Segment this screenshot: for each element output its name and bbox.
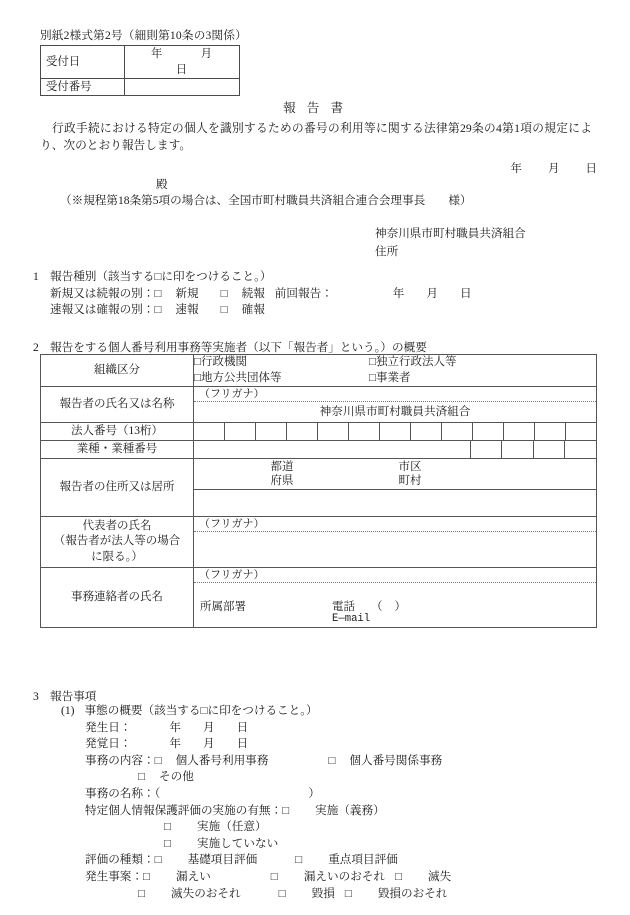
checkbox-icon: □ (369, 371, 376, 384)
corporate-number-cell[interactable] (566, 423, 596, 440)
addressee-dono: 殿 (156, 178, 168, 191)
table-row (41, 79, 240, 96)
occurrence-month: 月 (203, 720, 215, 734)
corporate-number-cell[interactable] (504, 423, 535, 440)
industry-number-cell[interactable] (565, 441, 596, 458)
task-content-option-2: 個人番号関係事務 (349, 753, 443, 767)
reporter-address-cell (194, 459, 597, 517)
industry-label: 業種・業種番号 (41, 441, 194, 459)
industry-number-cell[interactable] (502, 441, 534, 458)
form-number: 別紙2様式第2号（細則第10条の3関係） (40, 29, 247, 42)
item1-marker: (1) (61, 704, 75, 717)
reporter-overview-table (40, 354, 597, 628)
reporter-name-label: 報告者の氏名又は名称 (41, 387, 194, 423)
discovery-month: 月 (203, 737, 215, 751)
checkbox-icon[interactable]: □ (282, 803, 290, 817)
report-type-new-option: 新規 (175, 286, 199, 300)
report-type-followup-option: 続報 (241, 286, 265, 300)
year-label: 年 (510, 163, 522, 175)
corporate-number-cell[interactable] (256, 423, 287, 440)
previous-report-month: 月 (426, 286, 438, 300)
checkbox-icon[interactable]: □ (220, 303, 228, 317)
incident-option-5: 毀損 (311, 886, 335, 900)
table-row (41, 459, 597, 517)
industry-number-cell[interactable] (534, 441, 566, 458)
task-name-close: ） (308, 786, 320, 800)
intro-paragraph: 行政手続における特定の個人を識別するための番号の利用等に関する法律第29条の4第1項の規定により、次のとおり報告します。 (40, 122, 592, 152)
checkbox-icon[interactable]: □ (142, 869, 150, 883)
representative-cell (194, 517, 597, 568)
org-division-option-2[interactable] (369, 356, 456, 368)
corporate-number-cell[interactable] (473, 423, 504, 440)
checkbox-icon[interactable]: □ (154, 753, 162, 767)
city-label-line2: 町村 (398, 475, 422, 487)
assessment-presence-row-3 (164, 836, 603, 853)
section-1-title: 報告種別（該当する□に印をつけること。） (50, 270, 272, 283)
org-division-options (194, 355, 597, 387)
corporate-number-cell[interactable] (287, 423, 318, 440)
org-division-option-3[interactable] (194, 371, 369, 387)
corporate-number-cells (194, 423, 597, 441)
checkbox-icon[interactable]: □ (328, 753, 336, 767)
corporate-number-cell[interactable] (411, 423, 442, 440)
receipt-date-label: 受付日 (41, 46, 125, 79)
checkbox-icon[interactable]: □ (270, 869, 278, 883)
report-type-new-label: 新規又は続報の別： (50, 286, 155, 300)
org-division-option-1[interactable] (194, 355, 369, 371)
incident-option-3: 滅失 (428, 869, 452, 883)
previous-report-year: 年 (392, 286, 405, 300)
industry-grid (194, 441, 596, 458)
org-division-option-2-label: 独立行政法人等 (375, 356, 457, 368)
checkbox-icon[interactable]: □ (154, 853, 162, 867)
corporate-number-cell[interactable] (318, 423, 349, 440)
contact-cell (194, 568, 597, 628)
reporter-name-cell (194, 387, 597, 423)
org-division-option-4[interactable] (369, 372, 410, 384)
city-label-line1: 市区 (398, 461, 422, 473)
assessment-presence-row (85, 803, 603, 820)
month-label: 月 (548, 163, 560, 175)
assessment-type-row (85, 852, 603, 869)
org-division-option-4-label: 事業者 (375, 371, 411, 384)
incident-type-label: 発生事案： (85, 869, 143, 883)
contact-label: 事務連絡者の氏名 (41, 568, 194, 628)
reporter-name-value[interactable]: 神奈川県市町村職員共済組合 (319, 405, 471, 418)
contact-tel-text: 電話 (332, 601, 355, 613)
representative-label-line3: に限る。） (91, 550, 143, 563)
table-row (41, 441, 597, 459)
representative-furigana-label[interactable]: （フリガナ） (194, 517, 596, 532)
incident-option-4: 滅失のおそれ (171, 886, 241, 900)
assessment-type-option-1: 基礎項目評価 (187, 853, 258, 867)
task-content-other-row (138, 769, 603, 786)
section-2-title: 報告をする個人番号利用事務等実施者（以下「報告者」という。）の概要 (50, 341, 427, 354)
checkbox-icon[interactable]: □ (344, 886, 352, 900)
section-1-number: 1 (33, 270, 39, 283)
corporate-number-grid (194, 423, 596, 440)
task-name-label: 事務の名称：（ (85, 786, 161, 800)
section-1 (33, 269, 472, 319)
receipt-table (40, 45, 251, 96)
corporate-number-label: 法人番号（13桁） (41, 423, 194, 441)
section-3-number: 3 (33, 690, 39, 703)
task-content-option-3: その他 (159, 770, 194, 784)
section-2-number: 2 (33, 341, 39, 354)
checkbox-icon[interactable]: □ (138, 886, 146, 900)
section-2-heading (33, 339, 427, 355)
checkbox-icon[interactable]: □ (154, 303, 162, 317)
reporter-org-name: 神奈川県市町村職員共済組合 (375, 227, 526, 240)
industry-cells (194, 441, 597, 459)
incident-option-6: 毀損のおそれ (377, 886, 448, 900)
section-3-title: 報告事項 (50, 690, 97, 703)
org-division-label: 組織区分 (41, 355, 194, 387)
table-row (41, 517, 597, 568)
assessment-type-option-2: 重点項目評価 (328, 853, 398, 867)
org-division-line-1 (194, 355, 596, 371)
table-row (41, 423, 597, 441)
item1-heading (61, 703, 603, 720)
prefecture-label-line2: 府県 (270, 475, 294, 487)
assessment-presence-option-1: 実施（義務） (315, 803, 385, 817)
corporate-number-cell[interactable] (349, 423, 380, 440)
section-1-heading (33, 269, 472, 286)
checkbox-icon[interactable]: □ (138, 770, 146, 784)
assessment-presence-label: 特定個人情報保護評価の実施の有無： (85, 803, 283, 817)
discovery-year: 年 (169, 737, 181, 751)
contact-dept-label: 所属部署 (200, 601, 246, 613)
table-row (41, 46, 240, 79)
section-3-body (33, 703, 603, 902)
contact-details[interactable] (194, 583, 596, 627)
discovery-day: 日 (236, 737, 249, 751)
checkbox-icon: □ (194, 356, 201, 368)
corporate-number-cell[interactable] (225, 423, 256, 440)
representative-name-value[interactable] (194, 532, 596, 567)
task-name-row (85, 786, 603, 803)
item1-title: 事態の概要（該当する□に印をつけること。） (84, 704, 318, 717)
task-content-option-1: 個人番号利用事務 (175, 753, 269, 767)
paren-open: （ (371, 601, 395, 613)
discovery-date-row (85, 736, 603, 753)
report-final-option: 確報 (241, 303, 265, 317)
table-row (41, 355, 597, 387)
table-row (41, 387, 597, 423)
org-division-option-1-label: 行政機関 (200, 356, 247, 368)
occurrence-day: 日 (236, 720, 249, 734)
contact-tel-parens (371, 601, 418, 613)
table-row (41, 568, 597, 628)
report-type-new-row (50, 286, 472, 303)
corporate-number-cell[interactable] (194, 423, 225, 440)
submission-date-line (0, 160, 597, 176)
assessment-presence-option-3: 実施していない (197, 836, 279, 850)
reporter-address-label: 報告者の住所又は居所 (41, 459, 194, 517)
occurrence-date-label: 発生日： (85, 720, 132, 734)
prefecture-label-line1: 都道 (270, 461, 294, 473)
org-division-line-2 (194, 371, 596, 387)
reporter-org-block (375, 225, 526, 261)
checkbox-icon[interactable]: □ (394, 869, 402, 883)
incident-option-2: 漏えいのおそれ (303, 869, 385, 883)
assessment-presence-row-2 (164, 819, 603, 836)
checkbox-icon[interactable]: □ (220, 286, 228, 300)
occurrence-year: 年 (169, 720, 181, 734)
page-title: 報 告 書 (282, 101, 348, 115)
representative-label-line2: （報告者が法人等の場合 (53, 535, 181, 548)
incident-type-row-2 (138, 886, 603, 903)
checkbox-icon[interactable]: □ (154, 286, 162, 300)
previous-report-day: 日 (460, 286, 472, 300)
address-top-row[interactable] (194, 459, 596, 490)
industry-name-box[interactable] (194, 441, 471, 458)
industry-number-cell[interactable] (471, 441, 503, 458)
assessment-type-label: 評価の種類： (85, 853, 155, 867)
corporate-number-cell[interactable] (380, 423, 411, 440)
contact-tel-label (332, 598, 418, 614)
checkbox-icon[interactable]: □ (278, 886, 286, 900)
previous-report-label: 前回報告： (274, 286, 333, 300)
prefecture-label (262, 460, 302, 488)
org-division-option-3-label: 地方公共団体等 (200, 371, 282, 384)
checkbox-icon[interactable]: □ (164, 820, 172, 834)
checkbox-icon[interactable]: □ (164, 836, 172, 850)
representative-label (41, 517, 194, 568)
city-label (390, 460, 430, 488)
receipt-number-label: 受付番号 (41, 79, 125, 96)
reporter-org-address-label: 住所 (375, 245, 399, 258)
checkbox-icon: □ (369, 356, 376, 368)
task-content-label: 事務の内容： (85, 753, 155, 767)
reporter-name-furigana-label[interactable]: （フリガナ） (194, 387, 596, 402)
addressee-note: （※規程第18条第5項の場合は、全国市町村職員共済組合連合会理事長 様） (60, 194, 472, 207)
representative-label-line1: 代表者の氏名 (82, 519, 152, 532)
checkbox-icon: □ (194, 371, 201, 384)
report-speed-row (50, 302, 472, 319)
incident-option-1: 漏えい (176, 869, 211, 883)
address-detail-row[interactable] (194, 490, 596, 516)
discovery-date-label: 発覚日： (85, 737, 132, 751)
day-label: 日 (585, 163, 597, 175)
paren-close: ） (394, 601, 418, 613)
occurrence-date-row (85, 720, 603, 737)
receipt-number-value[interactable] (125, 79, 240, 96)
task-content-row (85, 753, 603, 770)
contact-furigana-label[interactable]: （フリガナ） (194, 568, 596, 583)
receipt-date-value[interactable]: 年 月 日 (125, 46, 240, 79)
checkbox-icon[interactable]: □ (295, 853, 303, 867)
report-prompt-option: 速報 (175, 303, 199, 317)
contact-email-label: E—mail (332, 613, 371, 625)
corporate-number-cell[interactable] (442, 423, 473, 440)
incident-type-row-1 (85, 869, 603, 886)
section-3-heading (33, 688, 96, 704)
report-speed-label: 速報又は確報の別： (50, 303, 155, 317)
assessment-presence-option-2: 実施（任意） (197, 820, 267, 834)
corporate-number-cell[interactable] (535, 423, 566, 440)
